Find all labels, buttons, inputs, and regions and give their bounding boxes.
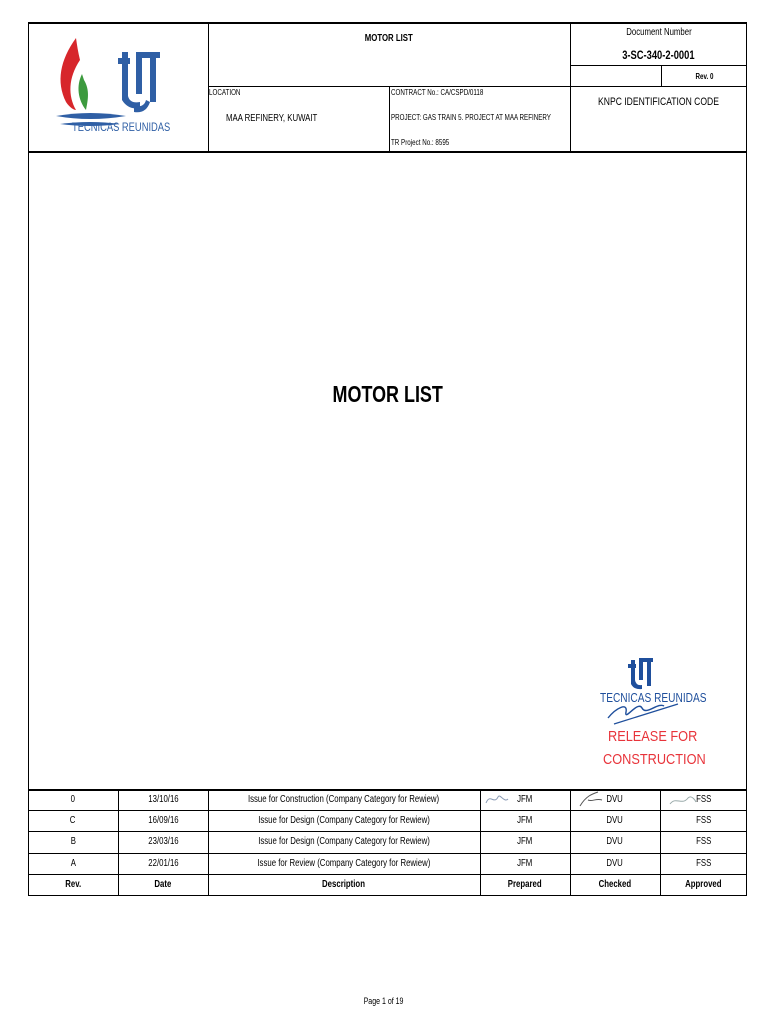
main-title: MOTOR LIST bbox=[332, 381, 443, 407]
document-number: 3-SC-340-2-0001 bbox=[622, 48, 695, 62]
location-label: LOCATION bbox=[209, 88, 241, 97]
header-divider bbox=[570, 65, 747, 66]
header-divider bbox=[389, 86, 390, 152]
approved-signature-icon bbox=[668, 792, 698, 808]
prepared-signature-icon bbox=[482, 791, 512, 809]
header-divider bbox=[570, 22, 571, 152]
column-header: Prepared bbox=[508, 879, 542, 890]
contract-number: CONTRACT No.: CA/CSPD/0118 bbox=[391, 88, 484, 97]
logo-text: TECNICAS REUNIDAS bbox=[72, 120, 171, 134]
stamp-company: TECNICAS REUNIDAS bbox=[600, 690, 707, 705]
company-logo bbox=[50, 30, 200, 140]
header-title: MOTOR LIST bbox=[365, 33, 413, 44]
header-divider bbox=[208, 86, 747, 87]
release-stamp bbox=[598, 652, 728, 772]
column-header: Description bbox=[322, 879, 366, 890]
column-header: Rev. bbox=[65, 879, 81, 890]
signature-stroke bbox=[608, 705, 664, 718]
column-header: Checked bbox=[598, 879, 632, 890]
revision-number: Rev. 0 bbox=[695, 72, 713, 81]
project-name: PROJECT: GAS TRAIN 5. PROJECT AT MAA REFINERY bbox=[391, 113, 551, 122]
location-value: MAA REFINERY, KUWAIT bbox=[226, 113, 318, 124]
tr-project-number: TR Project No.: 8595 bbox=[391, 138, 450, 147]
column-header: Approved bbox=[685, 879, 722, 890]
stamp-release-for: RELEASE FOR bbox=[608, 728, 698, 745]
checked-signature-icon bbox=[576, 790, 606, 808]
revision-table: 0 13/10/16 Issue for Construction (Company Category for Rewiew) JFM DVU FSS C 16/09/16 Issue for Design (Company Category for Rewiew) JFM DVU FSS B 23/03/16 Issue for Design (Company Category for Rewiew) JFM DVU FSS A 22/01/16 Issue for Review (Company Category for Rewiew) JFM DVU FSS Rev. Date Description Prepared Checked Approved bbox=[28, 789, 747, 896]
document-number-label: Document Number bbox=[625, 27, 692, 38]
column-header: Date bbox=[154, 879, 172, 890]
page-number: Page 1 of 19 bbox=[364, 996, 404, 1006]
knpc-identification-label: KNPC IDENTIFICATION CODE bbox=[598, 96, 719, 108]
stamp-construction: CONSTRUCTION bbox=[603, 751, 706, 768]
header-bottom-rule bbox=[28, 151, 747, 153]
